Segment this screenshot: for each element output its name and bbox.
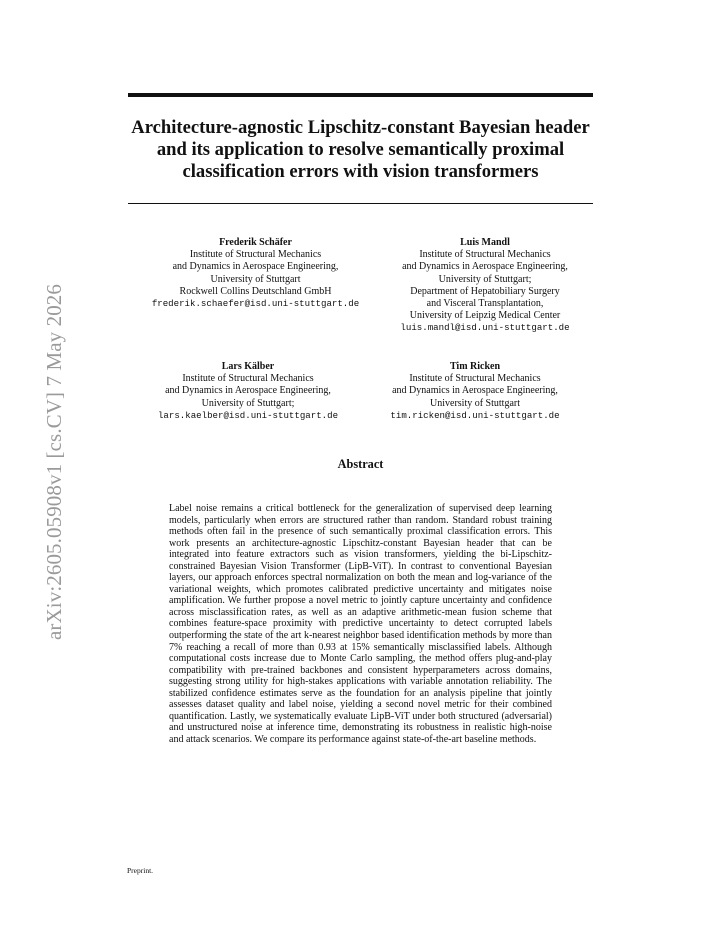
author-affiliation-line: and Dynamics in Aerospace Engineering, <box>402 261 568 273</box>
author-affiliation-line: and Dynamics in Aerospace Engineering, <box>172 261 339 273</box>
author-affiliation-line: Institute of Structural Mechanics <box>182 373 314 385</box>
author-block <box>370 361 580 422</box>
author-email[interactable]: luis.mandl@isd.uni-stuttgart.de <box>400 322 570 334</box>
author-email[interactable]: lars.kaelber@isd.uni-stuttgart.de <box>157 409 339 421</box>
title-bottom-rule <box>128 203 593 204</box>
author-name: Tim Ricken <box>449 361 501 372</box>
author-name: Luis Mandl <box>460 237 510 248</box>
author-block <box>370 237 600 335</box>
author-block <box>128 237 383 310</box>
title-top-rule <box>128 93 593 97</box>
author-name: Frederik Schäfer <box>219 237 292 248</box>
author-affiliation-line: and Visceral Transplantation, <box>426 298 544 310</box>
abstract-text: Label noise remains a critical bottleneck for the generalization of supervised deep learning models, particularly when errors are structured rather than random. Standard robust training methods often fail in the presence of such semantically proximal classification errors. This work presents an architecture-agnostic Lipschitz-constant Bayesian header that can be integrated into feature extractors such as vision transformers, yielding the bi-Lipschitz-constrained Bayesian Vision Transformer (LipB-ViT). In contrast to conventional Bayesian layers, our approach enforces spectral normalization on both the mean and log-variance of the variational weights, which promotes calibrated predictive uncertainty and mitigates noise amplification. We further propose a novel metric to jointly capture uncertainty and confidence across misclassification rates, as well as an adaptive arithmetic-mean fusion scheme that combines feature-space proximity with predictive uncertainty to detect corrupted labels outperforming the state of the art k-nearest neighbor based identification methods by more than 7% reaching a recall of more than 0.93 at 15% semantically misclassified labels. Although computational costs increase due to Monte Carlo sampling, the method offers plug-and-play compatibility with pre-trained backbones and consistent hyperparameters across domains, suggesting strong utility for high-stakes applications with variable annotation reliability. The stabilized confidence estimates serve as the foundation for an analysis pipeline that jointly assesses dataset quality and label noise, yielding a second novel metric for their combined quantification. Lastly, we systematically evaluate LipB-ViT under both structured (adversarial) and unstructured noise at inference time, demonstrating its robustness in realistic high-noise and attack scenarios. We compare its performance against state-of-the-art baseline methods. <box>169 503 552 745</box>
paper-title: Architecture-agnostic Lipschitz-constant Bayesian header and its application to resolve semantically proximal classification errors with vision transformers <box>131 117 590 182</box>
author-affiliation-line: and Dynamics in Aerospace Engineering, <box>392 385 558 397</box>
author-affiliation-line: Institute of Structural Mechanics <box>189 249 322 261</box>
arxiv-identifier: arXiv:2605.05908v1 [cs.CV] 7 May 2026 <box>42 284 66 640</box>
author-affiliation-line: University of Leipzig Medical Center <box>409 310 561 322</box>
author-affiliation-line: Institute of Structural Mechanics <box>409 373 541 385</box>
author-affiliation-line: University of Stuttgart; <box>438 273 532 285</box>
author-block <box>128 361 368 422</box>
preprint-footer: Preprint. <box>127 866 154 875</box>
author-affiliation-line: University of Stuttgart <box>210 273 301 285</box>
author-name: Lars Kälber <box>221 361 275 372</box>
author-affiliation-line: Institute of Structural Mechanics <box>419 249 551 261</box>
author-affiliation-line: University of Stuttgart; <box>201 397 295 409</box>
author-affiliation-line: Department of Hepatobiliary Surgery <box>410 285 560 297</box>
author-affiliation-line: and Dynamics in Aerospace Engineering, <box>165 385 331 397</box>
abstract-heading: Abstract <box>337 457 384 471</box>
author-email[interactable]: frederik.schaefer@isd.uni-stuttgart.de <box>151 298 360 310</box>
author-affiliation-line: University of Stuttgart <box>430 397 520 409</box>
author-affiliation-line: Rockwell Collins Deutschland GmbH <box>179 285 332 297</box>
author-email[interactable]: tim.ricken@isd.uni-stuttgart.de <box>390 409 560 421</box>
